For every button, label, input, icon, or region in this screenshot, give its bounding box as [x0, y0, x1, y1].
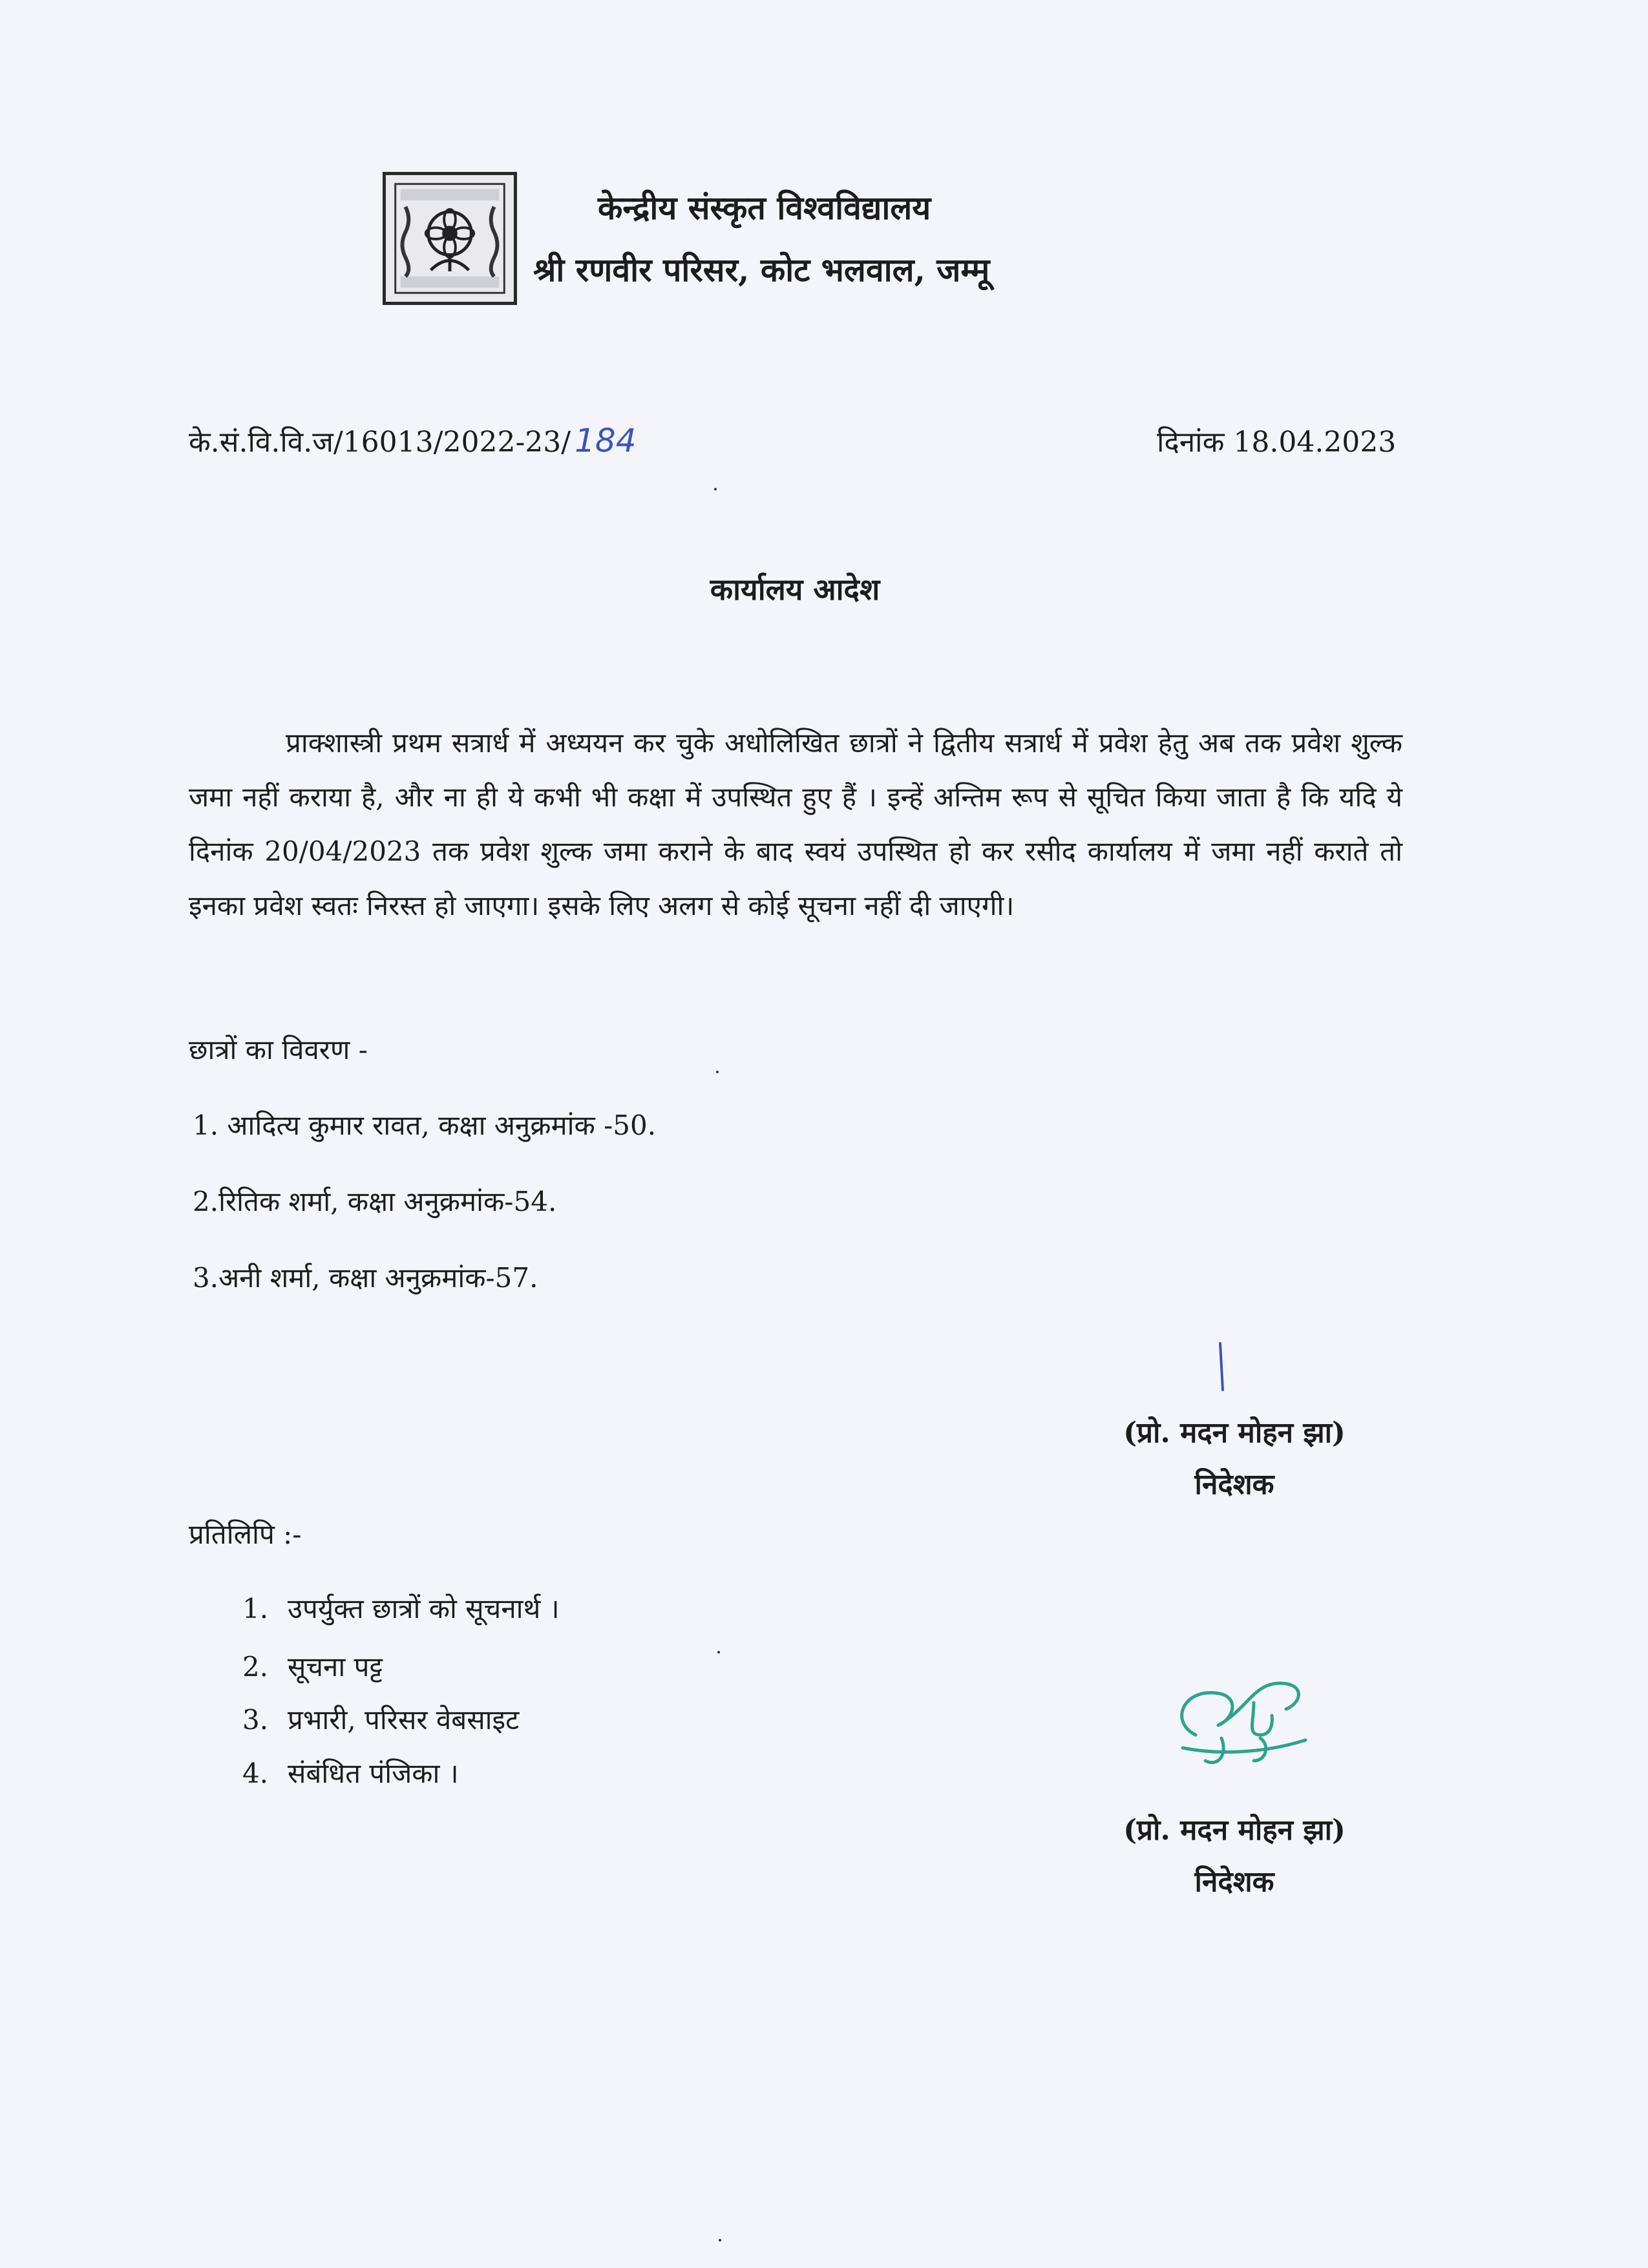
- reference-number-text: के.सं.वि.वि.ज/16013/2022-23/: [189, 426, 571, 459]
- signatory-name: (प्रो. मदन मोहन झा): [1123, 1814, 1346, 1847]
- copy-to-item-text: उपर्युक्त छात्रों को सूचनार्थ ।: [288, 1593, 560, 1624]
- signatory-designation: निदेशक: [1194, 1468, 1274, 1501]
- copy-to-item-text: संबंधित पंजिका ।: [288, 1758, 459, 1789]
- student-item: 2.रितिक शर्मा, कक्षा अनुक्रमांक-54.: [193, 1186, 557, 1217]
- order-date: दिनांक 18.04.2023: [1157, 426, 1397, 459]
- signatory-name: (प्रो. मदन मोहन झा): [1123, 1416, 1346, 1449]
- students-heading: छात्रों का विवरण -: [189, 1034, 368, 1066]
- copy-to-item: [242, 1590, 560, 1626]
- scan-speck: [717, 1651, 720, 1654]
- student-item: 1. आदित्य कुमार रावत, कक्षा अनुक्रमांक -50.: [193, 1109, 657, 1141]
- scan-speck: [714, 488, 717, 490]
- pen-mark: [1215, 1341, 1228, 1392]
- copy-to-item-number: 3.: [242, 1704, 269, 1736]
- copy-to-item-number: 1.: [242, 1593, 269, 1624]
- copy-to-item-text: प्रभारी, परिसर वेबसाइट: [288, 1704, 520, 1736]
- copy-to-item-number: 2.: [242, 1651, 269, 1683]
- copy-to-heading: प्रतिलिपि :-: [189, 1518, 302, 1550]
- institution-name: केन्द्रीय संस्कृत विश्वविद्यालय: [598, 189, 931, 227]
- copy-to-item-number: 4.: [242, 1758, 269, 1789]
- copy-to-item: [242, 1648, 383, 1685]
- document-title: कार्यालय आदेश: [710, 572, 880, 607]
- reference-number: [189, 421, 637, 460]
- copy-to-item: [242, 1754, 459, 1791]
- campus-name: श्री रणवीर परिसर, कोट भलवाल, जम्मू: [533, 251, 990, 289]
- body-paragraph: प्राक्शास्त्री प्रथम सत्रार्ध में अध्ययन कर चुके अधोलिखित छात्रों ने द्वितीय सत्रार्ध में प्रवेश हेतु अब तक प्रवेश शुल्क जमा नहीं कराया है, और ना ही ये कभी भी कक्षा में उपस्थित हुए हैं । इन्हें अन्तिम रूप से सूचित किया जाता है कि यदि ये दिनांक 20/04/2023 तक प्रवेश शुल्क जमा कराने के बाद स्वयं उपस्थित हो कर रसीद कार्यालय में जमा नहीं कराते तो इनका प्रवेश स्वतः निरस्त हो जाएगा। इसके लिए अलग से कोई सूचना नहीं दी जाएगी।: [189, 727, 1402, 921]
- scan-speck: [719, 2239, 721, 2242]
- scan-speck: [716, 1071, 719, 1073]
- signatory-designation: निदेशक: [1194, 1865, 1274, 1898]
- university-logo: [383, 172, 517, 305]
- copy-to-item-text: सूचना पट्ट: [288, 1651, 383, 1683]
- student-item: 3.अनी शर्मा, कक्षा अनुक्रमांक-57.: [193, 1262, 538, 1294]
- handwritten-dispatch-number: 184: [575, 422, 637, 459]
- copy-to-item: [242, 1701, 519, 1738]
- handwritten-signature: [1157, 1664, 1325, 1780]
